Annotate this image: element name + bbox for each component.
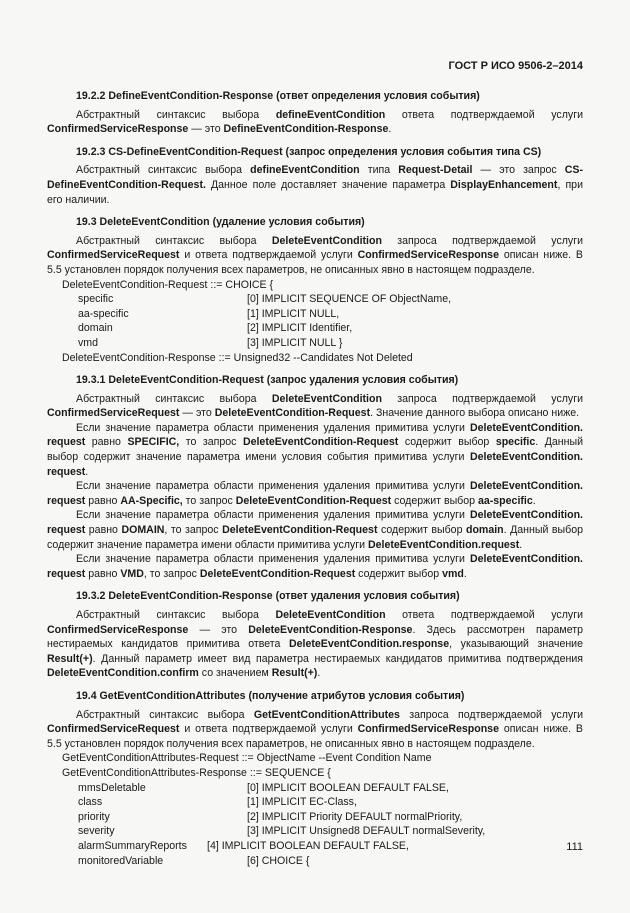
code-row: priority [2] IMPLICIT Priority DEFAULT normalPriority, <box>78 810 463 823</box>
code-line: GetEventConditionAttributes-Response ::= SEQUENCE { <box>62 766 331 779</box>
code-row: monitoredVariable [6] CHOICE { <box>78 854 310 867</box>
code-row: aa-specific [1] IMPLICIT NULL, <box>78 307 340 320</box>
code-row: class [1] IMPLICIT EC-Class, <box>78 796 357 809</box>
code-line: DeleteEventCondition-Response ::= Unsigned32 --Candidates Not Deleted <box>62 351 413 364</box>
paragraph: Абстрактный синтаксис выбора defineEventCondition ответа подтверждаемой услуги ConfirmedServiceResponse — это DefineEventCondition-Response. <box>47 108 583 136</box>
document-body <box>47 89 583 868</box>
section-heading-19-3-2: 19.3.2 DeleteEventCondition-Response (ответ удаления условия события) <box>76 590 460 603</box>
code-row: vmd [3] IMPLICIT NULL } <box>78 336 343 349</box>
paragraph: Абстрактный синтаксис выбора DeleteEventCondition запроса подтверждаемой услуги ConfirmedServiceRequest — это DeleteEventCondition-Request. Значение данного выбора описано ниже. <box>47 392 583 420</box>
paragraph: Абстрактный синтаксис выбора DeleteEventCondition запроса подтверждаемой услуги ConfirmedServiceRequest и ответа подтверждаемой услуги ConfirmedServiceResponse описан ниже. В 5.5 установлен порядок получения всех параметров, не описанных явно в настоящем подразделе. <box>47 234 583 276</box>
code-row: alarmSummaryReports [4] IMPLICIT BOOLEAN DEFAULT FALSE, <box>78 839 409 852</box>
section-heading-19-2-3: 19.2.3 CS-DefineEventCondition-Request (запрос определения условия события типа CS) <box>76 145 542 158</box>
section-heading-19-2-2: 19.2.2 DefineEventCondition-Response (ответ определения условия события) <box>76 90 480 102</box>
paragraph: Абстрактный синтаксис выбора DeleteEventCondition ответа подтверждаемой услуги ConfirmedServiceResponse — это DeleteEventCondition-Response. Здесь рассмотрен параметр нестираемых кандидатов примитива ответа DeleteEventCondition.response, указывающий значение Result(+). Данный параметр имеет вид параметра нестираемых кандидатов примитива подтверждения DeleteEventCondition.confirm со значением Result(+). <box>47 609 583 680</box>
paragraph: Если значение параметра области применения удаления примитива услуги DeleteEventCondition. request равно DOMAIN, то запрос DeleteEventCondition-Request содержит выбор domain. Данный выбор содержит значение параметра имени области примитива услуги DeleteEventCondition.request. <box>47 509 584 551</box>
code-line: GetEventConditionAttributes-Request ::= ObjectName --Event Condition Name <box>62 752 432 765</box>
paragraph: Абстрактный синтаксис выбора defineEventCondition типа Request-Detail — это запрос CS-DefineEventCondition-Request. Данное поле доставляет значение параметра DisplayEnhancement, при его наличии. <box>47 164 583 206</box>
section-heading-19-3-1: 19.3.1 DeleteEventCondition-Request (запрос удаления условия события) <box>76 374 459 387</box>
code-line: DeleteEventCondition-Request ::= CHOICE { <box>62 278 274 291</box>
paragraph: Абстрактный синтаксис выбора GetEventConditionAttributes запроса подтверждаемой услуги ConfirmedServiceRequest и ответа подтверждаемой услуги ConfirmedServiceResponse описан ниже. В 5.5 установлен порядок получения всех параметров, не описанных явно в настоящем подразделе. <box>47 708 583 750</box>
section-heading-19-4: 19.4 GetEventConditionAttributes (получение атрибутов условия события) <box>76 689 465 702</box>
paragraph: Если значение параметра области применения удаления примитива услуги DeleteEventCondition. request равно SPECIFIC, то запрос DeleteEventCondition-Request содержит выбор specific. Данный выбор содержит значение параметра имени условия события примитива услуги DeleteEventCondition. request. <box>47 421 584 478</box>
code-row: specific [0] IMPLICIT SEQUENCE OF ObjectName, <box>78 293 452 306</box>
paragraph: Если значение параметра области применения удаления примитива услуги DeleteEventCondition. request равно VMD, то запрос DeleteEventCondition-Request содержит выбор vmd. <box>47 553 583 580</box>
standard-header: ГОСТ Р ИСО 9506-2–2014 <box>448 60 583 72</box>
code-row: severity [3] IMPLICIT Unsigned8 DEFAULT normalSeverity, <box>78 825 486 838</box>
section-heading-19-3: 19.3 DeleteEventCondition (удаление условия события) <box>76 216 365 229</box>
code-row: mmsDeletable [0] IMPLICIT BOOLEAN DEFAULT FALSE, <box>78 781 449 794</box>
code-row: domain [2] IMPLICIT Identifier, <box>78 322 353 335</box>
page-number: 111 <box>566 841 583 853</box>
paragraph: Если значение параметра области применения удаления примитива услуги DeleteEventCondition. request равно AA-Specific, то запрос DeleteEventCondition-Request содержит выбор aa-specific. <box>47 480 583 507</box>
